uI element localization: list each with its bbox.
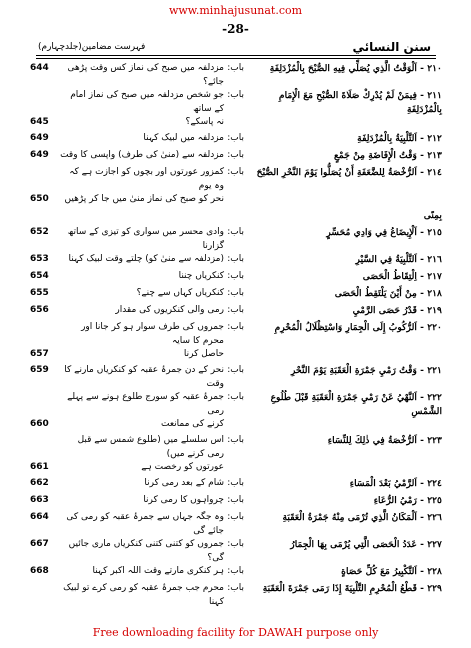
entry-arabic-title: ٢١٠ - اَلْوَقْتُ الَّذِي يُصَلِّي فِيهِ الصُّبْحَ بِالْمُزْدَلِفَةِ: [269, 63, 442, 74]
toc-entry: [30, 62, 442, 89]
entry-page-number: 649: [30, 150, 49, 160]
entry-arabic-title: ٢١٥ - اَلْإِيضَاعُ فِي وَادِي مُحَسِّرٍ: [326, 227, 442, 238]
entry-arabic-title: ٢١٣ - وَقْتُ الْإِفَاضَةِ مِنْ جَمْعٍ: [334, 150, 442, 161]
entry-urdu-title: مزدلفہ میں لبیک کہنا: [143, 133, 224, 143]
book-title: سنن النسائي: [352, 40, 431, 54]
entry-arabic-title: ٢١٦ - اَلتَّلْبِيَةُ فِي السَّيْرِ: [355, 254, 442, 265]
entry-arabic-title: ٢٢٥ - رَمْيُ الرُّعَاءِ: [373, 495, 442, 506]
entry-urdu-title: کنکریاں کہاں سے چنے؟: [136, 288, 224, 298]
entry-bab-label: باب:: [227, 478, 244, 488]
entry-urdu-continuation: کرنے کی ممانعت: [161, 419, 224, 429]
toc-entry: [30, 434, 442, 461]
toc-entry: [30, 565, 442, 582]
entry-page-number: 650: [30, 194, 49, 204]
toc-entry: [30, 166, 442, 193]
entry-bab-label: باب:: [227, 435, 244, 445]
toc-entry-continuation: [30, 418, 442, 434]
entry-arabic-title: ٢٢٧ - عَدَدُ الْحَصَى الَّتِي يُرْمَى بِهَا الْجِمَارُ: [290, 539, 442, 550]
entry-bab-label: باب:: [227, 583, 244, 593]
toc-entry-continuation: [30, 348, 442, 364]
toc-entry: [30, 270, 442, 287]
entry-page-number: 660: [30, 419, 49, 429]
entry-arabic-title: ٢١٩ - قَدْرُ حَصَى الرَّمْيِ: [352, 305, 442, 316]
entry-arabic-title: ٢٢٣ - اَلرُّخْصَةُ فِي ذٰلِكَ لِلنِّسَاءِ: [327, 435, 442, 446]
entry-urdu-title: ہر کنکری مارتے وقت اللہ اکبر کہنا: [92, 566, 224, 576]
entry-bab-label: باب:: [227, 566, 244, 576]
entry-page-number: 657: [30, 349, 49, 359]
entry-arabic-title: ٢٢٦ - اَلْمَكَانُ الَّذِي تُرْمَى مِنْهُ جَمْرَةُ الْعَقَبَةِ: [282, 512, 442, 523]
entry-urdu-title: محرم جب جمرۂ عقبہ کو رمی کرے تو لبیک کہنا: [63, 583, 224, 607]
entry-bab-label: باب:: [227, 322, 244, 332]
toc-entry: [30, 494, 442, 511]
entry-bab-label: باب:: [227, 90, 244, 100]
entry-page-number: 667: [30, 539, 49, 549]
entry-bab-label: باب:: [227, 365, 244, 375]
toc-entry: [30, 89, 442, 116]
entry-bab-label: باب:: [227, 150, 244, 160]
entry-urdu-title: رمی والی کنکریوں کی مقدار: [115, 305, 224, 315]
header-rule-bottom: [36, 58, 436, 59]
page-number: -28-: [222, 22, 249, 36]
entry-arabic-title: ٢٢٠ - اَلرُّكُوبُ إِلَى الْجِمَارِ وَاسْتِظْلَالُ الْمُحْرِمِ: [274, 322, 442, 333]
toc-entry-continuation: [30, 193, 442, 209]
toc-entry: [30, 287, 442, 304]
entry-page-number: 661: [30, 462, 49, 472]
entry-urdu-title: کنکریاں چننا: [178, 271, 224, 281]
entry-urdu-title: اس سلسلے میں (طلوع شمس سے قبل رمی کرنے میں): [77, 435, 224, 459]
entry-bab-label: باب:: [227, 254, 244, 264]
entry-arabic-title: ٢٢١ - وَقْتُ رَمْيِ جَمْرَةِ الْعَقَبَةِ يَوْمَ النَّحْرِ: [290, 365, 442, 376]
footer-note: Free downloading facility for DAWAH purpose only: [92, 626, 379, 639]
toc-entry: [30, 538, 442, 565]
entry-arabic-title: بِمِنًى: [423, 210, 442, 221]
toc-entry: [30, 149, 442, 166]
toc-entry-continuation: [30, 116, 442, 132]
toc-entry: [30, 132, 442, 149]
toc-entry: [30, 477, 442, 494]
entry-page-number: 662: [30, 478, 49, 488]
header-rule-top: [36, 55, 436, 56]
header-url[interactable]: www.minhajusunat.com: [168, 4, 303, 17]
entry-arabic-title: ٢٢٤ - اَلرَّمْيُ بَعْدَ الْمَسَاءِ: [349, 478, 442, 489]
entry-urdu-title: جمروں کو کتنی کتنی کنکریاں ماری جائیں گی؟: [68, 539, 224, 563]
entry-page-number: 655: [30, 288, 49, 298]
entry-urdu-title: مزدلفہ میں صبح کی نماز کس وقت پڑھی جائے؟: [67, 63, 224, 87]
entry-bab-label: باب:: [227, 63, 244, 73]
entry-arabic-title: ٢٢٩ - قَطْعُ الْمُحْرِمِ التَّلْبِيَةَ إِذَا رَمَى جَمْرَةَ الْعَقَبَةِ: [262, 583, 442, 594]
entry-page-number: 663: [30, 495, 49, 505]
entry-page-number: 664: [30, 512, 49, 522]
toc-entry: [30, 304, 442, 321]
entry-urdu-continuation: حاصل کرنا: [183, 349, 224, 359]
entry-urdu-title: چرواہوں کا رمی کرنا: [143, 495, 224, 505]
toc-entry: [30, 253, 442, 270]
entry-arabic-title: ٢١٨ - مِنْ أَيْنَ يَلْتَقِطُ الْحَصَى: [334, 288, 442, 299]
table-of-contents: [30, 62, 442, 609]
entry-page-number: 656: [30, 305, 49, 315]
entry-page-number: 668: [30, 566, 49, 576]
toc-entry: [30, 209, 442, 226]
toc-entry: [30, 582, 442, 609]
toc-entry: [30, 226, 442, 253]
entry-page-number: 649: [30, 133, 49, 143]
entry-bab-label: باب:: [227, 539, 244, 549]
toc-entry: [30, 364, 442, 391]
entry-page-number: 645: [30, 117, 49, 127]
toc-entry: [30, 321, 442, 348]
entry-page-number: 659: [30, 365, 49, 375]
entry-arabic-title: ٢١١ - فِيمَنْ لَمْ يُدْرِكْ صَلَاةَ الصُّبْحِ مَعَ الْإِمَامِ بِالْمُزْدَلِفَةِ: [278, 90, 442, 115]
entry-urdu-title: جمروں کی طرف سوار ہو کر جانا اور محرم کا سایہ: [81, 322, 224, 346]
entry-page-number: 653: [30, 254, 49, 264]
entry-bab-label: باب:: [227, 133, 244, 143]
entry-urdu-title: جمرۂ عقبہ کو سورج طلوع ہونے سے پہلے رمی: [67, 392, 224, 416]
section-title: فہرست مضامین(جلدچہارم): [38, 42, 146, 52]
entry-bab-label: باب:: [227, 271, 244, 281]
toc-entry-continuation: [30, 461, 442, 477]
entry-bab-label: باب:: [227, 288, 244, 298]
entry-urdu-continuation: نہ پاسکے؟: [185, 117, 224, 127]
entry-urdu-title: وادی محسر میں سواری کو تیزی کے ساتھ گزارنا: [67, 227, 224, 251]
entry-arabic-title: ٢١٢ - اَلتَّلْبِيَةُ بِالْمُزْدَلِفَةِ: [357, 133, 442, 144]
entry-bab-label: باب:: [227, 305, 244, 315]
entry-arabic-title: ٢٢٨ - اَلتَّكْبِيرُ مَعَ كُلِّ حَصَاةٍ: [341, 566, 442, 577]
entry-bab-label: باب:: [227, 495, 244, 505]
entry-urdu-continuation: عورتوں کو رخصت ہے: [141, 462, 224, 472]
entry-bab-label: باب:: [227, 227, 244, 237]
toc-entry: [30, 391, 442, 418]
entry-bab-label: باب:: [227, 392, 244, 402]
entry-urdu-title: مزدلفہ سے (منیٰ کی طرف) واپسی کا وقت: [60, 150, 224, 160]
entry-arabic-title: ٢١٤ - اَلرُّخْصَةُ لِلضَّعَفَةِ أَنْ يُصَلُّوا يَوْمَ النَّحْرِ الصُّبْحَ: [256, 167, 442, 178]
entry-arabic-title: ٢٢٢ - اَلنَّهْيُ عَنْ رَمْيِ جَمْرَةِ الْعَقَبَةِ قَبْلَ طُلُوعِ الشَّمْسِ: [270, 392, 442, 417]
entry-bab-label: باب:: [227, 512, 244, 522]
entry-urdu-title: وہ جگہ جہاں سے جمرۂ عقبہ کو رمی کی جائے گی: [66, 512, 224, 536]
entry-urdu-title: نحر کے دن جمرۂ عقبہ کو کنکریاں مارنے کا وقت: [64, 365, 224, 389]
entry-page-number: 644: [30, 63, 49, 73]
entry-urdu-title: (مزدلفہ سے منیٰ کو) چلتے وقت لبیک کہنا: [68, 254, 224, 264]
toc-entry: [30, 511, 442, 538]
entry-urdu-title: شام کے بعد رمی کرنا: [144, 478, 224, 488]
entry-urdu-continuation: نحر کو صبح کی نماز منیٰ میں جا کر پڑھیں: [64, 194, 224, 204]
entry-arabic-title: ٢١٧ - اِلْتِقَاطُ الْحَصَى: [362, 271, 442, 282]
entry-urdu-title: جو شخص مزدلفہ میں صبح کی نماز امام کے ساتھ: [70, 90, 224, 114]
entry-page-number: 654: [30, 271, 49, 281]
entry-bab-label: باب:: [227, 167, 244, 177]
entry-urdu-title: کمزور عورتوں اور بچوں کو اجازت ہے کہ وہ یوم: [69, 167, 224, 191]
entry-page-number: 652: [30, 227, 49, 237]
